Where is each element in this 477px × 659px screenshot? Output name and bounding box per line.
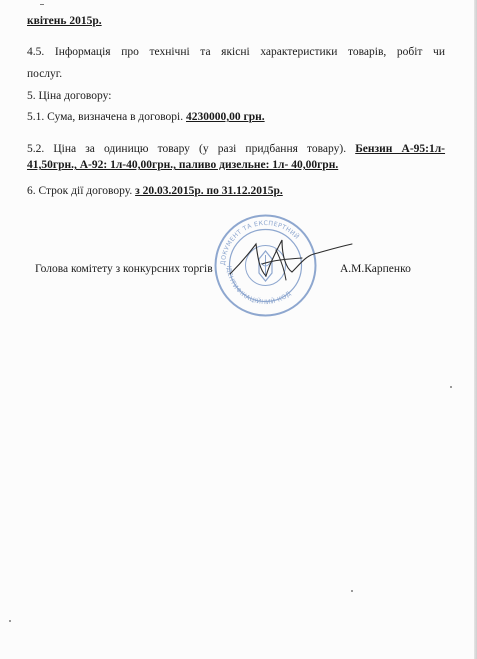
item-5-1-value: 4230000,00 грн. <box>186 111 265 123</box>
item-4-5-line-2: послуг. <box>27 68 63 80</box>
item-5-1 <box>27 110 265 124</box>
handwritten-signature <box>222 234 362 286</box>
item-5-2-line-1 <box>27 142 445 156</box>
item-6-prefix: 6. Строк дії договору. <box>27 185 133 197</box>
signatory-title: Голова комітету з конкурсних торгів <box>35 263 213 275</box>
stamp-text-upper: ДОКУМЕНТ ТА ЕКСПЕРТНИЙ <box>219 219 301 266</box>
item-4-5-line-1: 4.5. Інформація про технічні та якісні характеристики товарів, робіт чи <box>27 46 445 58</box>
item-6 <box>27 184 283 198</box>
item-5-2-value-start: Бензин А-95:1л- <box>355 143 446 155</box>
scan-speck <box>351 590 353 592</box>
item-5-2-line-2 <box>27 158 338 172</box>
item-5-1-prefix: 5.1. Сума, визначена в договорі. <box>27 111 184 123</box>
header-date-line: квітень 2015р. <box>27 15 102 27</box>
item-6-value: з 20.03.2015р. по 31.12.2015р. <box>135 185 283 197</box>
stamp-text-lower: ІДЕНТИФІКАЦІЙНИЙ КОД <box>224 265 293 307</box>
scan-speck <box>450 386 452 388</box>
signatory-name: А.М.Карпенко <box>340 263 411 275</box>
scan-speck <box>9 620 11 622</box>
item-5-title: 5. Ціна договору: <box>27 90 112 102</box>
item-5-2-prefix: 5.2. Ціна за одиницю товару (у разі придбання товару). <box>27 143 347 155</box>
item-5-2-value-end: 41,50грн., А-92: 1л-40,00грн., паливо дизельне: 1л- 40,00грн. <box>27 159 339 171</box>
scan-speck <box>40 4 44 5</box>
